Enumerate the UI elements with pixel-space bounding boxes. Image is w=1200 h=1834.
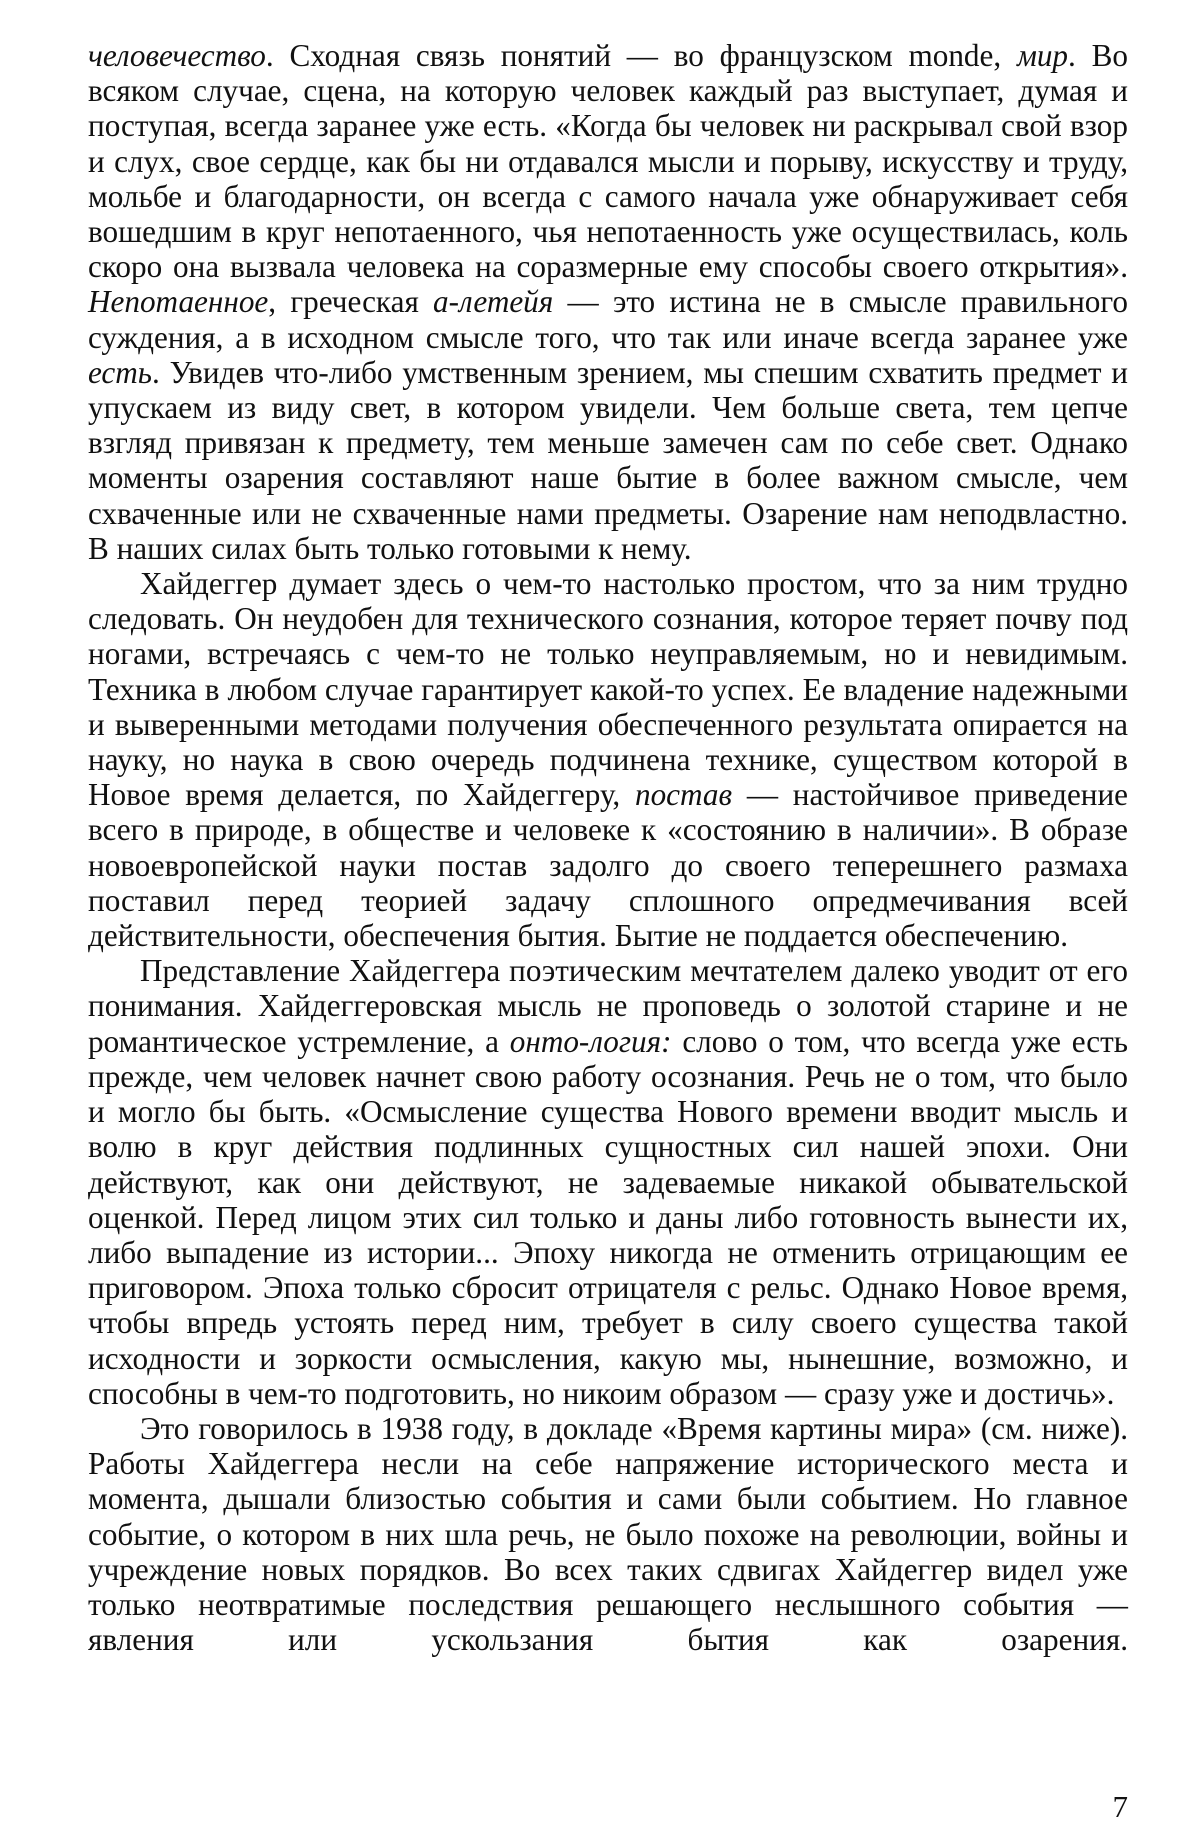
text-run: . Сходная связь понятий — во французском monde, bbox=[266, 38, 1017, 73]
italic-term: человечество bbox=[88, 38, 266, 73]
italic-term: есть bbox=[88, 355, 152, 390]
text-run: . Во всяком случае, сцена, на которую человек каждый раз выступает, думая и поступая, всегда заранее уже есть. «Когда бы человек ни раскрывал свой взор и слух, свое сердце, как бы ни отдавался мысли и порыву, искусству и труду, мольбе и благодарности, он всегда с самого начала уже обнаруживает себя вошедшим в круг непотаенного, чья непотаенность уже осуществилась, коль скоро она вызвала человека на соразмерные ему способы своего открытия». bbox=[88, 38, 1128, 284]
italic-term: онто-логия: bbox=[510, 1024, 672, 1059]
italic-term: постав bbox=[635, 777, 732, 812]
text-run: , греческая bbox=[268, 284, 433, 319]
text-run: Это говорилось в 1938 году, в докладе «Время картины мира» (см. ниже). Работы Хайдеггера несли на себе напряжение исторического места и момента, дышали близостью события и сами были событием. Но главное событие, о котором в них шла речь, не было похоже на революции, войны и учреждение новых порядков. Во всех таких сдвигах Хайдеггер видел уже только неотвратимые последствия решающего неслышного события — явления или ускользания бытия как озарения. bbox=[88, 1411, 1128, 1657]
page-number: 7 bbox=[1113, 1790, 1129, 1824]
paragraph bbox=[88, 953, 1128, 1411]
text-run: . Увидев что-либо умственным зрением, мы спешим схватить предмет и упускаем из виду свет, в котором увидели. Чем больше света, тем цепче взгляд привязан к предмету, тем меньше замечен сам по себе свет. Однако моменты озарения составляют наше бытие в более важном смысле, чем схваченные или не схваченные нами предметы. Озарение нам неподвластно. В наших силах быть только готовыми к нему. bbox=[88, 355, 1128, 566]
text-run: — настойчивое приведение всего в природе, в обществе и человеке к «состоянию в наличии». В образе новоевропейской науки постав задолго до своего теперешнего размаха поставил перед теорией задачу сплошного опредмечивания всей действительности, обеспечения бытия. Бытие не поддается обеспечению. bbox=[88, 777, 1128, 953]
paragraph bbox=[88, 38, 1128, 566]
page-body bbox=[88, 38, 1128, 1657]
paragraph bbox=[88, 566, 1128, 953]
paragraph bbox=[88, 1411, 1128, 1657]
text-run: — это истина не в смысле правильного суждения, а в исходном смысле того, что так или иначе всегда заранее уже bbox=[88, 284, 1128, 354]
text-run: слово о том, что всегда уже есть прежде, чем человек начнет свою работу осознания. Речь не о том, что было и могло бы быть. «Осмысление существа Нового времени вводит мысль и волю в круг действия подлинных сущностных сил нашей эпохи. Они действуют, как они действуют, не задеваемые никакой обывательской оценкой. Перед лицом этих сил только и даны либо готовность вынести их, либо выпадение из истории... Эпоху никогда не отменить отрицающим ее приговором. Эпоха только сбросит отрицателя с рельс. Однако Новое время, чтобы впредь устоять перед ним, требует в силу своего существа такой исходности и зоркости осмысления, какую мы, нынешние, возможно, и способны в чем-то подготовить, но никоим образом — сразу уже и достичь». bbox=[88, 1024, 1128, 1411]
italic-term: мир bbox=[1017, 38, 1068, 73]
italic-term: а-летейя bbox=[433, 284, 553, 319]
italic-term: Непотаенное bbox=[88, 284, 268, 319]
text-run: Хайдеггер думает здесь о чем-то настолько простом, что за ним трудно следовать. Он неудобен для технического сознания, которое теряет почву под ногами, встречаясь с чем-то не только неуправляемым, но и невидимым. Техника в любом случае гарантирует какой-то успех. Ее владение надежными и выверенными методами получения обеспеченного результата опирается на науку, но наука в свою очередь подчинена технике, существом которой в Новое время делается, по Хайдеггеру, bbox=[88, 566, 1128, 812]
text-run: Представление Хайдеггера поэтическим мечтателем далеко уводит от его понимания. Хайдеггеровская мысль не проповедь о золотой старине и не романтическое устремление, а bbox=[88, 953, 1128, 1058]
